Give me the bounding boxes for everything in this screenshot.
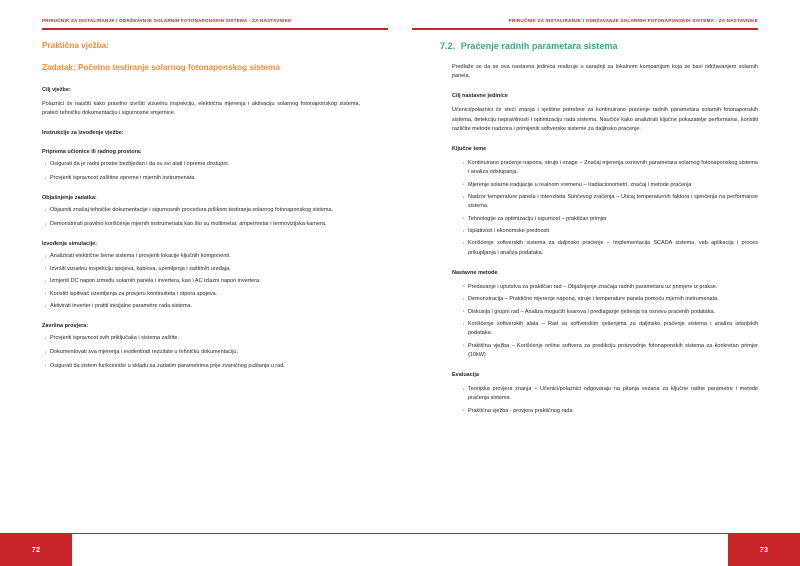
running-header-right: PRIRUČNIK ZA INSTALIRANJE I ODRŽAVANJE SOLARNIH FOTONAPONSKIH SISTEMA - ZA NASTAVNIKE bbox=[508, 18, 758, 23]
heading-practical-exercise: Praktična vježba: bbox=[42, 41, 109, 50]
list-item: · Nadzor temperature panela i intenziteta Sunčevog zračenja – Uticaj temperaturnih faktora i sjenčenja na performanse sistema. bbox=[460, 193, 758, 211]
list-item: · Predavanje i uputstva za praktičan rad – Objašnjenje značaja radnih parametara uz primjere iz prakse. bbox=[460, 283, 758, 292]
running-header-left: PRIRUČNIK ZA INSTALIRANJE I ODRŽAVANJE SOLARNIH FOTONAPONSKIH SISTEMA - ZA NASTAVNIKE bbox=[42, 18, 292, 23]
label-teaching-methods: Nastavne metode bbox=[452, 269, 498, 276]
label-key-topics: Ključne teme bbox=[452, 146, 487, 153]
text-goal-unit: Učenici/polaznici će steći znanja i vještine potrebne za kontinuirano praćenje radnih parametara solarnih fotonaponskih sistema, detekciju nepravilnosti i optimizaciju rada sistema. Naučiće kako analizirati ključne pokazatelje performansi, koristiti različite metode nadzora i primijeniti softverske sisteme za daljinsko praćenje. bbox=[452, 107, 758, 132]
label-goal-unit: Cilj nastavne jedinice bbox=[452, 93, 508, 100]
list-item: · Isplativost i ekonomske prednosti bbox=[460, 227, 758, 236]
footer-rule-left bbox=[72, 533, 400, 534]
list-item: · Mjerenje solarne iradijacije u realnom vremenu – Iradiacionometri, značaj i metode praćenja bbox=[460, 181, 758, 190]
right-text-column bbox=[440, 40, 758, 416]
list-item: · Korišćenje softverskih sistema za daljinsko praćenje – Implementacija SCADA sistema, veb aplikacija i proces prikupljanja i analiza podataka. bbox=[460, 239, 758, 257]
list-item: · Praktična vježba - provjera praktičnog rada bbox=[460, 407, 758, 416]
list-item: · Tehnologije za optimizaciju i sigurnost – praktičan primjer bbox=[460, 215, 758, 224]
list-item: · Dokumentovati sva mjerenja i evidentirati rezultate u tehničku dokumentaciju. bbox=[42, 348, 360, 357]
list-item: · Korišćenje softverskih alata – Rad sa softverskim rješenjima za daljinsko praćenje sistema i analiza istorijskih podataka. bbox=[460, 320, 758, 338]
page-number-left: 72 bbox=[0, 533, 72, 566]
text-intro: Predlaže se da se ova nastavna jedinica realizuje u saradnji sa lokalnom kompanijom koja se bavi održavanjem solarnih panela. bbox=[452, 64, 758, 80]
list-section-task-explanation bbox=[42, 206, 360, 229]
list-item: · Demonstrirati pravilno korišćenje mjernih instrumenata kao što su multimetar, ampermetar i termovizijska kamera. bbox=[42, 220, 360, 229]
list-section-final-check bbox=[42, 334, 360, 371]
list-teaching-methods bbox=[440, 283, 758, 360]
list-item: · Analizirati električne šeme sistema i provjeriti lokacije ključnih komponenti. bbox=[42, 252, 360, 261]
list-evaluation bbox=[440, 385, 758, 416]
list-item: · Izmjeriti DC napon između solarnih panela i invertera, kao i AC izlazni napon invertera. bbox=[42, 277, 360, 286]
list-item: · Provjeriti ispravnost zaštitne opreme i mjernih instrumenata. bbox=[42, 174, 360, 183]
header-rule-right bbox=[412, 28, 758, 30]
label-section-final-check: Završna provjera: bbox=[42, 323, 89, 330]
list-item: · Objasniti značaj tehničke dokumentacije i sigurnosnih procedura prilikom testiranja solarnog fotonaponskog sistema. bbox=[42, 206, 360, 215]
page-number-right: 73 bbox=[728, 533, 800, 566]
list-item: · Kontinuirano praćenje napona, struje i snage – Značaj mjerenja osnovnih parametara solarnog fotonaponskog sistema i analiza odstupanja. bbox=[460, 159, 758, 177]
list-item: · Demonstracija – Praktično mjerenje napona, struje i temperature panela pomoću mjernih instrumenata. bbox=[460, 295, 758, 304]
footer-rule-right bbox=[400, 533, 728, 534]
list-item: · Praktična vježba – Korišćenje online softvera za predikciju proizvodnje fotonaponskih sistema za konkretan primjer (10kW) bbox=[460, 342, 758, 360]
list-item: · Provjeriti ispravnost svih priključaka i sistema zaštite. bbox=[42, 334, 360, 343]
chapter-title: Praćenje radnih parametara sistema bbox=[460, 41, 618, 51]
label-evaluation: Evaluacija bbox=[452, 371, 479, 378]
list-item: · Aktivirati inverter i pratiti inicijalne parametre rada sistema. bbox=[42, 302, 360, 311]
chapter-number: 7.2. bbox=[440, 41, 456, 51]
list-item: · Izvršiti vizuelnu inspekciju spojeva, kablova, uzemljenja i zaštitnih uređaja. bbox=[42, 265, 360, 274]
list-item: · Diskusija i grupni rad – Analiza mogućih kvarova i predlaganje rješenja na osnovu praćenih podataka. bbox=[460, 308, 758, 317]
list-item: · Teorijska provjera znanja – Učenici/polaznici odgovaraju na pitanja vezana za ključne radne parametre i metode praćenja sistema. bbox=[460, 385, 758, 403]
text-goal-exercise: Polaznici će naučiti kako pravilno izvršiti vizuelnu inspekciju, električna mjerenja i aktivaciju solarnog fotonaponskog sistema, prateći tehničku dokumentaciju i sigurnosne smjernice. bbox=[42, 101, 360, 117]
label-goal-exercise: Cilj vježbe: bbox=[42, 87, 71, 93]
label-section-task-explanation: Objašnjenje zadatka: bbox=[42, 195, 97, 202]
list-key-topics bbox=[440, 159, 758, 258]
header-rule-left bbox=[42, 28, 388, 30]
list-section-preparation bbox=[42, 160, 360, 183]
list-section-simulation bbox=[42, 252, 360, 311]
list-item: · Osigurati da je radni prostor bezbjedan i da su svi alati i oprema dostupni. bbox=[42, 160, 360, 169]
left-text-column bbox=[42, 40, 360, 371]
list-item: · Osigurati da sistem funkcioniše u skladu sa zadatim parametrima prije zvaničnog puštanja u rad. bbox=[42, 362, 360, 371]
page-right bbox=[400, 0, 800, 566]
label-section-preparation: Priprema učionice ili radnog prostora: bbox=[42, 149, 142, 156]
label-instructions: Instrukcije za izvođenje vježbe: bbox=[42, 130, 124, 137]
list-item: · Koristiti ispitivač uzemljenja za provjeru kontinuiteta i otpora spojeva. bbox=[42, 290, 360, 299]
heading-task: Zadatak: Početno testiranje solarnog fotonaponskog sistema bbox=[42, 63, 280, 72]
chapter-heading bbox=[440, 40, 758, 52]
label-section-simulation: Izvođenje simulacije: bbox=[42, 241, 98, 248]
